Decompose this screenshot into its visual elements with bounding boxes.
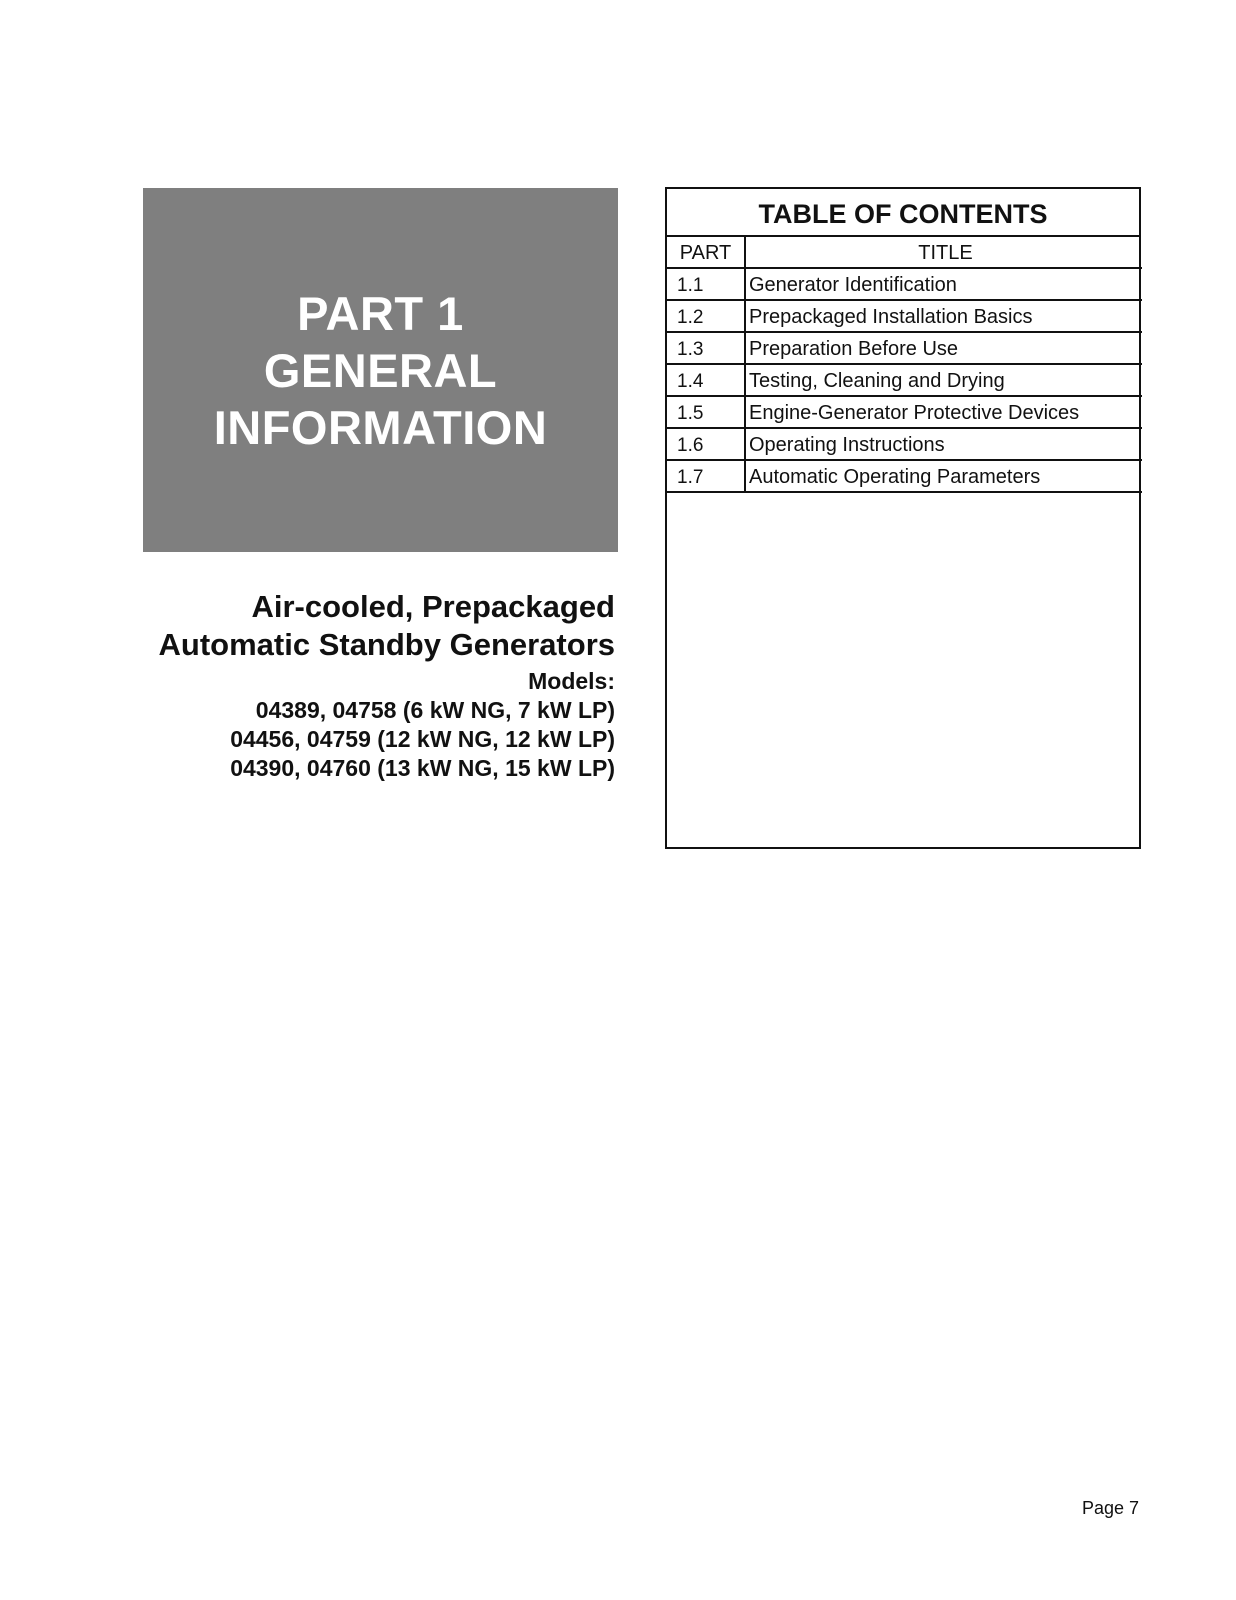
toc-row[interactable] <box>667 429 1142 461</box>
toc-row[interactable] <box>667 365 1142 397</box>
model-line: 04389, 04758 (6 kW NG, 7 kW LP) <box>255 697 615 723</box>
toc-row-part: 1.3 <box>667 333 746 363</box>
table-of-contents <box>665 187 1141 849</box>
page-number: Page 7 <box>1082 1498 1140 1518</box>
toc-row-part: 1.2 <box>667 301 746 331</box>
product-description <box>143 588 615 783</box>
toc-row[interactable] <box>667 333 1142 365</box>
toc-row-title: Engine-Generator Protective Devices <box>749 402 1080 424</box>
toc-row-part: 1.1 <box>667 269 746 299</box>
toc-row-title: Preparation Before Use <box>749 338 959 360</box>
toc-row-title: Prepackaged Installation Basics <box>749 306 1033 328</box>
toc-row-title: Automatic Operating Parameters <box>749 466 1041 488</box>
toc-row-part: 1.6 <box>667 429 746 459</box>
toc-row-title: Generator Identification <box>749 274 957 296</box>
toc-row[interactable] <box>667 461 1142 493</box>
toc-row-title: Operating Instructions <box>749 434 945 456</box>
toc-heading: TABLE OF CONTENTS <box>667 189 1139 237</box>
models-label: Models: <box>528 668 615 694</box>
part-banner <box>143 188 618 552</box>
toc-column-header-title: TITLE <box>918 242 973 264</box>
toc-row[interactable] <box>667 301 1142 333</box>
toc-row-part: 1.5 <box>667 397 746 427</box>
toc-row[interactable] <box>667 269 1142 301</box>
toc-header-row <box>667 237 1142 269</box>
product-title-line-1: Air-cooled, Prepackaged <box>251 589 615 624</box>
toc-row-part: 1.4 <box>667 365 746 395</box>
toc-row[interactable] <box>667 397 1142 429</box>
banner-part-number: PART 1 <box>297 286 464 340</box>
model-line: 04456, 04759 (12 kW NG, 12 kW LP) <box>230 726 615 752</box>
toc-row-title: Testing, Cleaning and Drying <box>749 370 1005 392</box>
toc-column-header-part: PART <box>667 237 746 267</box>
banner-title-line-2: INFORMATION <box>213 400 548 454</box>
product-title-line-2: Automatic Standby Generators <box>158 627 615 662</box>
toc-row-part: 1.7 <box>667 461 746 491</box>
banner-title-line-1: GENERAL <box>263 343 498 397</box>
model-line: 04390, 04760 (13 kW NG, 15 kW LP) <box>230 755 615 781</box>
